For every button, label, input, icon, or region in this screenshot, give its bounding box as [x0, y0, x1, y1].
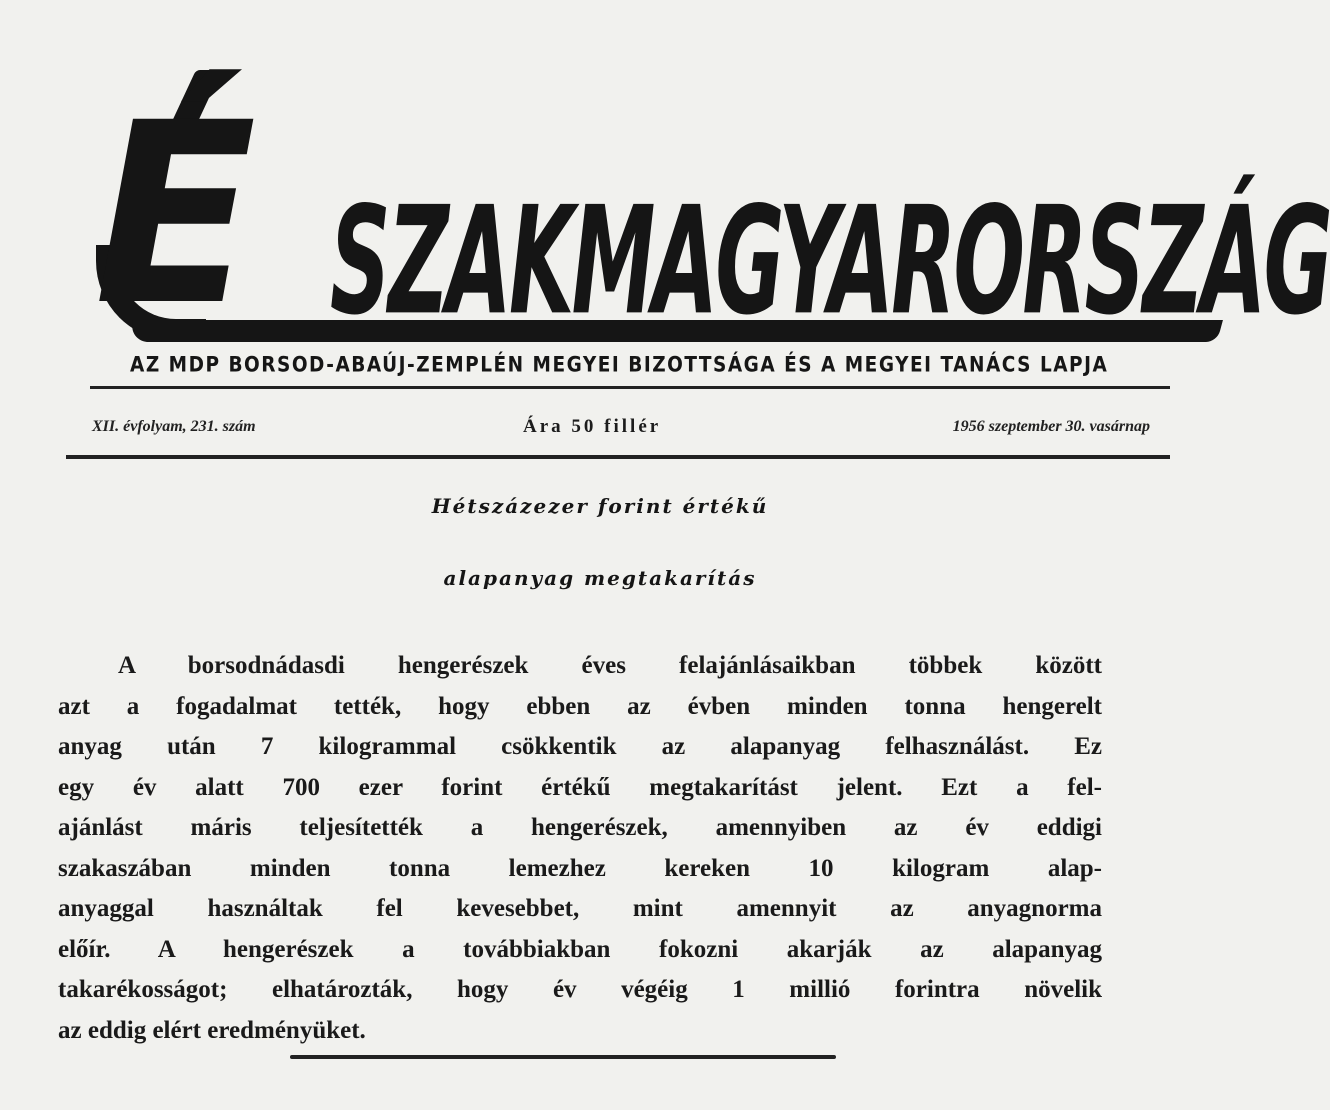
- article-headline-line-1: Hétszázezer forint értékű: [431, 494, 769, 518]
- article-body: [58, 646, 1102, 1051]
- article-line: takarékosságot; elhatározták, hogy év végéig 1 millió forintra növelik: [58, 976, 1102, 1003]
- article-line: azt a fogadalmat tették, hogy ebben az évben minden tonna hengerelt: [58, 692, 1102, 720]
- masthead-title-box: [210, 165, 1330, 385]
- article-line: anyag után 7 kilogrammal csökkentik az alapanyag felhasználást. Ez: [58, 733, 1102, 760]
- masthead-title: SZAKMAGYARORSZÁG: [330, 174, 1330, 349]
- article-line: az eddig elért eredményüket.: [58, 1016, 366, 1044]
- masthead-initial: É: [94, 69, 257, 360]
- issue-date: 1956 szeptember 30. vasárnap: [952, 418, 1150, 435]
- issue-volume: XII. évfolyam, 231. szám: [92, 418, 256, 435]
- article-line: ajánlást máris teljesítették a hengerészek, amennyiben az év eddigi: [58, 814, 1102, 841]
- article-line: szakaszában minden tonna lemezhez kereken 10 kilogram alap-: [58, 854, 1102, 882]
- masthead: [90, 69, 1330, 370]
- article-line: anyaggal használtak fel kevesebbet, mint amennyit az anyagnorma: [58, 895, 1102, 922]
- article-line: egy év alatt 700 ezer forint értékű megtakarítást jelent. Ezt a fel-: [58, 773, 1102, 801]
- issue-rule: [66, 455, 1170, 459]
- issue-price: Ára 50 fillér: [523, 416, 662, 437]
- article-end-rule: [290, 1055, 836, 1059]
- article-line: A borsodnádasdi hengerészek éves felajánlásaikban többek között: [118, 652, 1102, 679]
- masthead-subtitle: AZ MDP BORSOD-ABAÚJ-ZEMPLÉN MEGYEI BIZOTTSÁGA ÉS A MEGYEI TANÁCS LAPJA: [130, 353, 1109, 378]
- masthead-rule: [90, 386, 1170, 389]
- article-line: előír. A hengerészek a továbbiakban fokozni akarják az alapanyag: [58, 935, 1102, 963]
- article-headline-line-2: alapanyag megtakarítás: [443, 566, 757, 590]
